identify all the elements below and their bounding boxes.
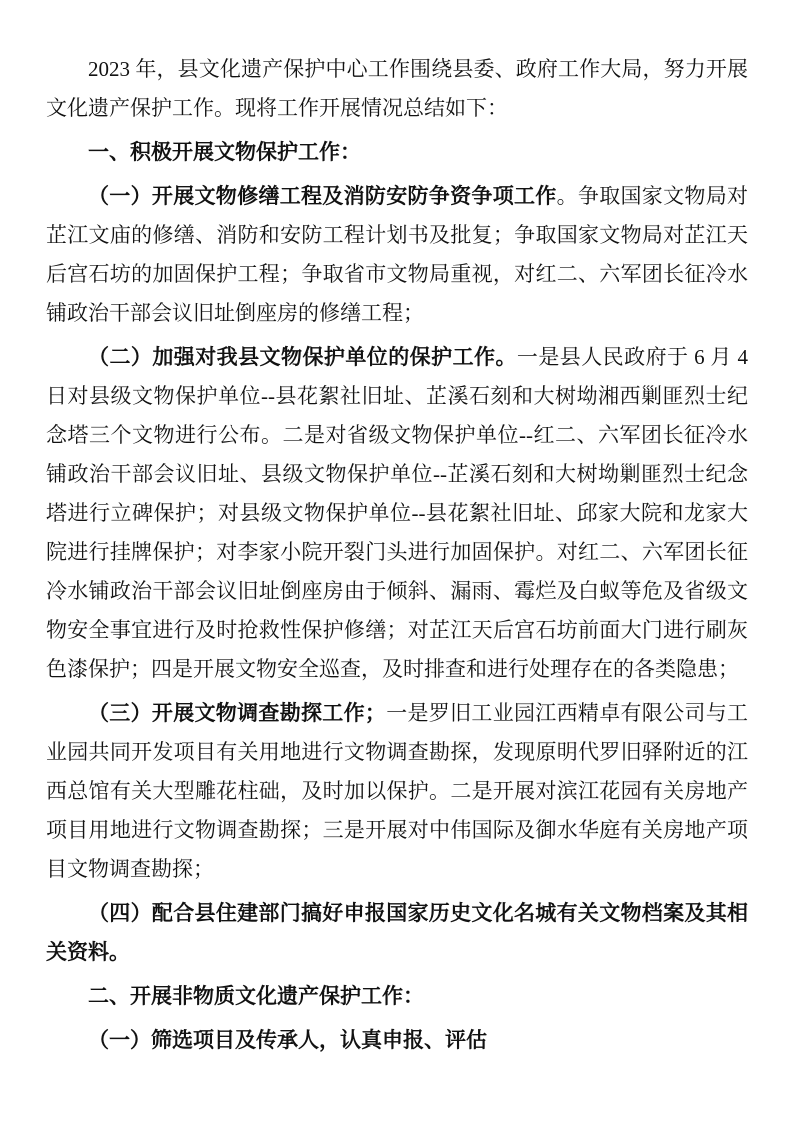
- section-2-subheading: （一）筛选项目及传承人，认真申报、评估: [88, 1029, 487, 1052]
- item-1-lead: （一）开展文物修缮工程及消防安防争资争项工作: [88, 185, 557, 208]
- paragraph-item-1: [46, 177, 748, 333]
- paragraph-item-2: [46, 338, 748, 689]
- intro-text: 2023 年，县文化遗产保护中心工作围绕县委、政府工作大局，努力开展文化遗产保护工作。现将工作开展情况总结如下：: [46, 57, 748, 120]
- item-3-body: 一是罗旧工业园江西精卓有限公司与工业园共同开发项目有关用地进行文物调查勘探，发现原明代罗旧驿附近的江西总馆有关大型雕花柱础，及时加以保护。二是开展对滨江花园有关房地产项目用地进行文物调查勘探；三是开展对中伟国际及御水华庭有关房地产项目文物调查勘探；: [46, 701, 749, 881]
- paragraph-item-4: [46, 894, 748, 972]
- section-2-heading: 二、开展非物质文化遗产保护工作：: [88, 985, 424, 1008]
- item-3-lead: （三）开展文物调查勘探工作；: [88, 702, 386, 725]
- section-1-heading: 一、积极开展文物保护工作：: [88, 141, 361, 164]
- paragraph-intro: [46, 50, 748, 128]
- item-2-body: 一是县人民政府于 6 月 4 日对县级文物保护单位--县花絮社旧址、芷溪石刻和大树坳湘西剿匪烈士纪念塔三个文物进行公布。二是对省级文物保护单位--红二、六军团长征冷水铺政治干部会议旧址、县级文物保护单位--芷溪石刻和大树坳剿匪烈士纪念塔进行立碑保护；对县级文物保护单位--县花絮社旧址、邱家大院和龙家大院进行挂牌保护；对李家小院开裂门头进行加固保护。对红二、六军团长征冷水铺政治干部会议旧址倒座房由于倾斜、漏雨、霉烂及白蚁等危及省级文物安全事宜进行及时抢救性保护修缮；对芷江天后宫石坊前面大门进行刷灰色漆保护；四是开展文物安全巡查，及时排查和进行处理存在的各类隐患；: [46, 345, 748, 681]
- paragraph-item-3: [46, 694, 748, 889]
- item-1-body: 。争取国家文物局对芷江文庙的修缮、消防和安防工程计划书及批复；争取国家文物局对芷江天后宫石坊的加固保护工程；争取省市文物局重视，对红二、六军团长征冷水铺政治干部会议旧址倒座房的修缮工程；: [46, 184, 749, 325]
- item-4-lead: （四）配合县住建部门搞好申报国家历史文化名城有关文物档案及其相关资料。: [46, 902, 748, 964]
- item-2-lead: （二）加强对我县文物保护单位的保护工作。: [88, 346, 517, 369]
